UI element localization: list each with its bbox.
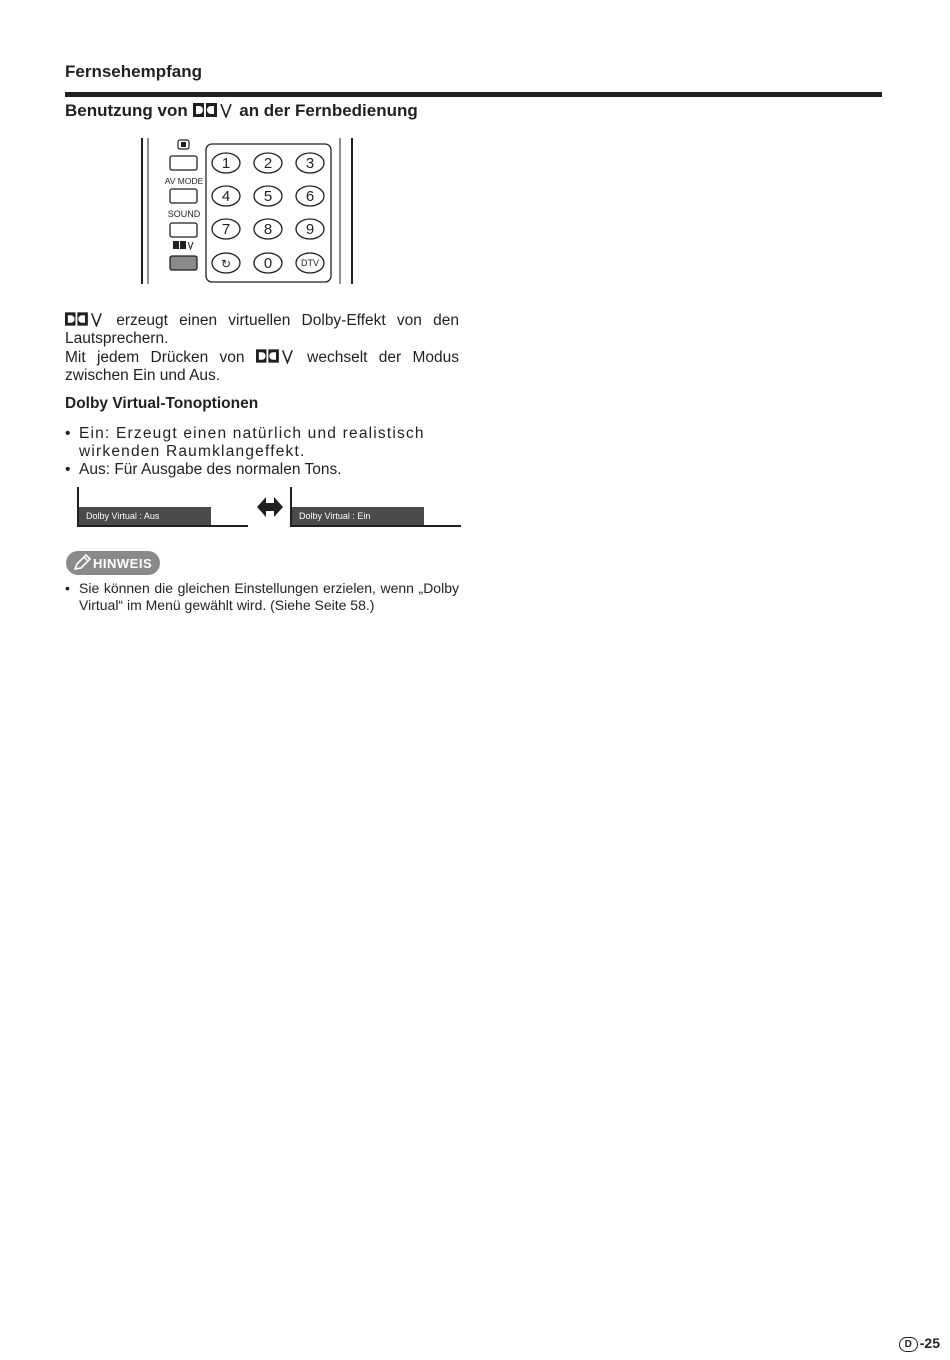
- osd-frame-left-bottom: [77, 525, 248, 527]
- number-key-8[interactable]: [254, 219, 282, 239]
- option-aus-text: Aus: Für Ausgabe des normalen Tons.: [79, 461, 342, 478]
- number-key-label: 8: [263, 221, 273, 238]
- subtitle-after: an der Fernbedienung: [239, 101, 418, 120]
- dolby-virtual-icon: [193, 102, 235, 118]
- intro-line-2-after: wechselt der Modus zwischen Ein und Aus.: [65, 349, 459, 384]
- number-key-label: 4: [221, 188, 231, 205]
- dolby-virtual-icon: [65, 311, 105, 327]
- av-mode-button[interactable]: [170, 189, 197, 203]
- number-key-1[interactable]: [212, 153, 240, 173]
- number-key-7[interactable]: [212, 219, 240, 239]
- hinweis-label: HINWEIS: [93, 556, 153, 571]
- note-list: [65, 580, 459, 614]
- bullet: •: [65, 580, 70, 596]
- remote-label-sound: SOUND: [167, 209, 201, 219]
- flashback-button[interactable]: [212, 253, 240, 273]
- tv-input-icon: [178, 140, 189, 149]
- dtv-label: DTV: [301, 258, 319, 268]
- bullet: •: [65, 425, 72, 442]
- number-key-4[interactable]: [212, 186, 240, 206]
- subtitle-before: Benutzung von: [65, 101, 188, 120]
- number-key-5[interactable]: [254, 186, 282, 206]
- number-key-9[interactable]: [296, 219, 324, 239]
- dolby-virtual-icon: [256, 348, 296, 364]
- number-key-3[interactable]: [296, 153, 324, 173]
- number-key-label: 3: [305, 155, 315, 172]
- osd-label-aus: Dolby Virtual : Aus: [79, 507, 211, 525]
- note-item: [65, 580, 459, 614]
- page-number: [899, 1335, 940, 1352]
- dolby-virtual-button[interactable]: [170, 256, 197, 270]
- tv-input-button[interactable]: [170, 156, 197, 170]
- option-ein: [65, 425, 459, 461]
- number-key-label: 9: [305, 221, 315, 238]
- intro-paragraph-2: [65, 348, 459, 385]
- remote-label-av-mode: AV MODE: [164, 176, 204, 186]
- remote-control-illustration: [138, 136, 360, 288]
- number-keypad: [212, 153, 324, 273]
- section-title: Fernsehempfang: [65, 62, 202, 81]
- number-key-6[interactable]: [296, 186, 324, 206]
- intro-line-2-before: Mit jedem Drücken von: [65, 349, 245, 366]
- double-arrow-icon: [256, 495, 284, 519]
- number-key-label: 1: [221, 155, 231, 172]
- number-key-label: 0: [263, 255, 273, 272]
- osd-label-ein: Dolby Virtual : Ein: [292, 507, 424, 525]
- number-key-label: 2: [263, 155, 273, 172]
- intro-text: [65, 311, 459, 385]
- page-subtitle: [65, 101, 418, 121]
- option-aus: [65, 461, 459, 479]
- option-ein-text: Ein: Erzeugt einen natürlich und realistisch wirkenden Raumklangeffekt.: [79, 425, 425, 460]
- intro-paragraph-1: [65, 311, 459, 348]
- hinweis-badge: [66, 551, 160, 575]
- bullet: •: [65, 461, 71, 478]
- number-key-label: 6: [305, 188, 315, 205]
- options-heading: Dolby Virtual-Tonoptionen: [65, 395, 259, 412]
- number-key-0[interactable]: [254, 253, 282, 273]
- number-key-label: 5: [263, 188, 273, 205]
- number-key-2[interactable]: [254, 153, 282, 173]
- dolby-virtual-small-icon: [173, 241, 193, 249]
- dtv-button[interactable]: [296, 253, 324, 273]
- sound-button[interactable]: [170, 223, 197, 237]
- language-badge: D: [899, 1337, 918, 1352]
- pencil-icon: [72, 554, 92, 572]
- note-text: Sie können die gleichen Einstellungen erzielen, wenn „Dolby Virtual“ im Menü gewählt wird. (Siehe Seite 58.): [79, 580, 459, 613]
- flashback-icon: ↻: [220, 257, 232, 271]
- osd-frame-right-bottom: [290, 525, 461, 527]
- options-list: [65, 425, 459, 479]
- intro-line-1: erzeugt einen virtuellen Dolby-Effekt von den Lautsprechern.: [65, 312, 459, 347]
- section-divider: [65, 92, 882, 97]
- page-number-value: -25: [919, 1335, 940, 1351]
- number-key-label: 7: [221, 221, 231, 238]
